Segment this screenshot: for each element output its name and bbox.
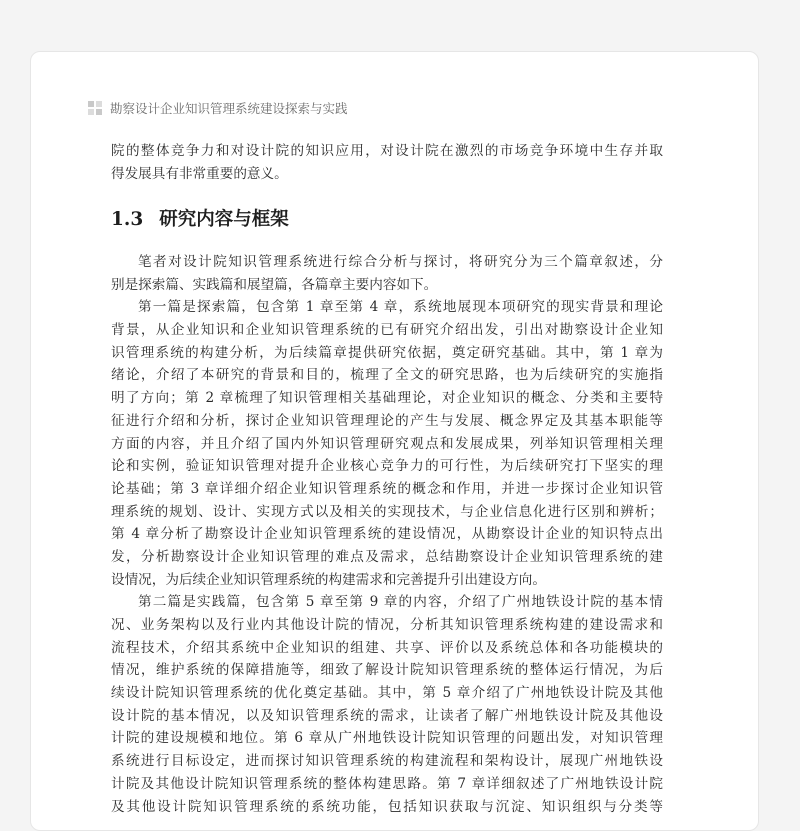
text-line: 背景，从企业知识和企业知识管理系统的已有研究介绍出发，引出对勘察设计企业知 [111, 322, 663, 339]
text-line: 设计院的基本情况，以及知识管理系统的需求，让读者了解广州地铁设计院及其他设 [111, 707, 663, 724]
text-line: 及其他设计院知识管理系统的系统功能，包括知识获取与沉淀、知识组织与分类等 [111, 798, 663, 815]
text-line: 续设计院知识管理系统的优化奠定基础。其中，第 5 章介绍了广州地铁设计院及其他 [111, 685, 663, 702]
text-line: 况、业务架构以及行业内其他设计院的情况，分析其知识管理系统构建的建设需求和 [111, 617, 663, 633]
text-line: 明了方向；第 2 章梳理了知识管理相关基础理论，对企业知识的概念、分类和主要特 [111, 390, 663, 407]
text-line: 情况，维护系统的保障措施等，细致了解设计院知识管理系统的整体运行情况，为后 [111, 662, 663, 679]
text-line: 绪论，介绍了本研究的背景和目的，梳理了全文的研究思路，也为后续研究的实施指 [111, 367, 663, 384]
text-line: 第一篇是探索篇，包含第 1 章至第 4 章，系统地展现本项研究的现实背景和理论 [138, 299, 663, 316]
text-line: 论基础；第 3 章详细介绍企业知识管理系统的概念和作用，并进一步探讨企业知识管 [111, 480, 663, 497]
text-line: 发，分析勘察设计企业知识管理的难点及需求，总结勘察设计企业知识管理系统的建 [111, 548, 663, 565]
text-line: 方面的内容，并且介绍了国内外知识管理研究观点和发展成果，列举知识管理相关理 [111, 435, 663, 452]
text-line: 笔者对设计院知识管理系统进行综合分析与探讨，将研究分为三个篇章叙述，分 [138, 254, 663, 270]
intro-paragraph [111, 140, 663, 185]
running-header [88, 98, 348, 118]
text-line: 得发展具有非常重要的意义。 [111, 165, 288, 182]
text-line: 识管理系统的构建分析，为后续篇章提供研究依据，奠定研究基础。其中，第 1 章为 [111, 344, 663, 361]
text-line: 计院的建设规模和地位。第 6 章从广州地铁设计院知识管理的问题出发，对知识管理 [111, 730, 663, 747]
text-line: 计院及其他设计院知识管理系统的整体构建思路。第 7 章详细叙述了广州地铁设计院 [111, 775, 663, 792]
text-line: 理系统的规划、设计、实现方式以及相关的实现技术，与企业信息化进行区别和辨析； [111, 503, 663, 520]
book-grid-icon [88, 101, 103, 116]
text-line: 设情况，为后续企业知识管理系统的构建需求和完善提升引出建设方向。 [111, 571, 546, 588]
text-line: 论和实例，验证知识管理对提升企业核心竞争力的可行性，为后续研究打下坚实的理 [111, 458, 663, 475]
main-text [111, 251, 663, 818]
section-title: 研究内容与框架 [159, 209, 289, 230]
text-line: 第 4 章分析了勘察设计企业知识管理系统的建设情况，从勘察设计企业的知识特点出 [111, 526, 663, 543]
document-page [30, 51, 759, 831]
text-line: 院的整体竞争力和对设计院的知识应用，对设计院在激烈的市场竞争环境中生存并取 [111, 143, 663, 159]
section-number: 1.3 [111, 209, 144, 230]
text-line: 别是探索篇、实践篇和展望篇，各篇章主要内容如下。 [111, 276, 438, 293]
running-header-title: 勘察设计企业知识管理系统建设探索与实践 [110, 101, 348, 116]
text-line: 征进行介绍和分析，探讨企业知识管理理论的产生与发展、概念界定及其基本职能等 [111, 412, 663, 429]
text-line: 第二篇是实践篇，包含第 5 章至第 9 章的内容，介绍了广州地铁设计院的基本情 [138, 594, 663, 611]
text-line: 系统进行目标设定，进而探讨知识管理系统的构建流程和架构设计，展现广州地铁设 [111, 753, 663, 770]
section-heading [111, 208, 289, 232]
text-line: 流程技术，介绍其系统中企业知识的组建、共享、评价以及系统总体和各功能模块的 [111, 639, 663, 656]
